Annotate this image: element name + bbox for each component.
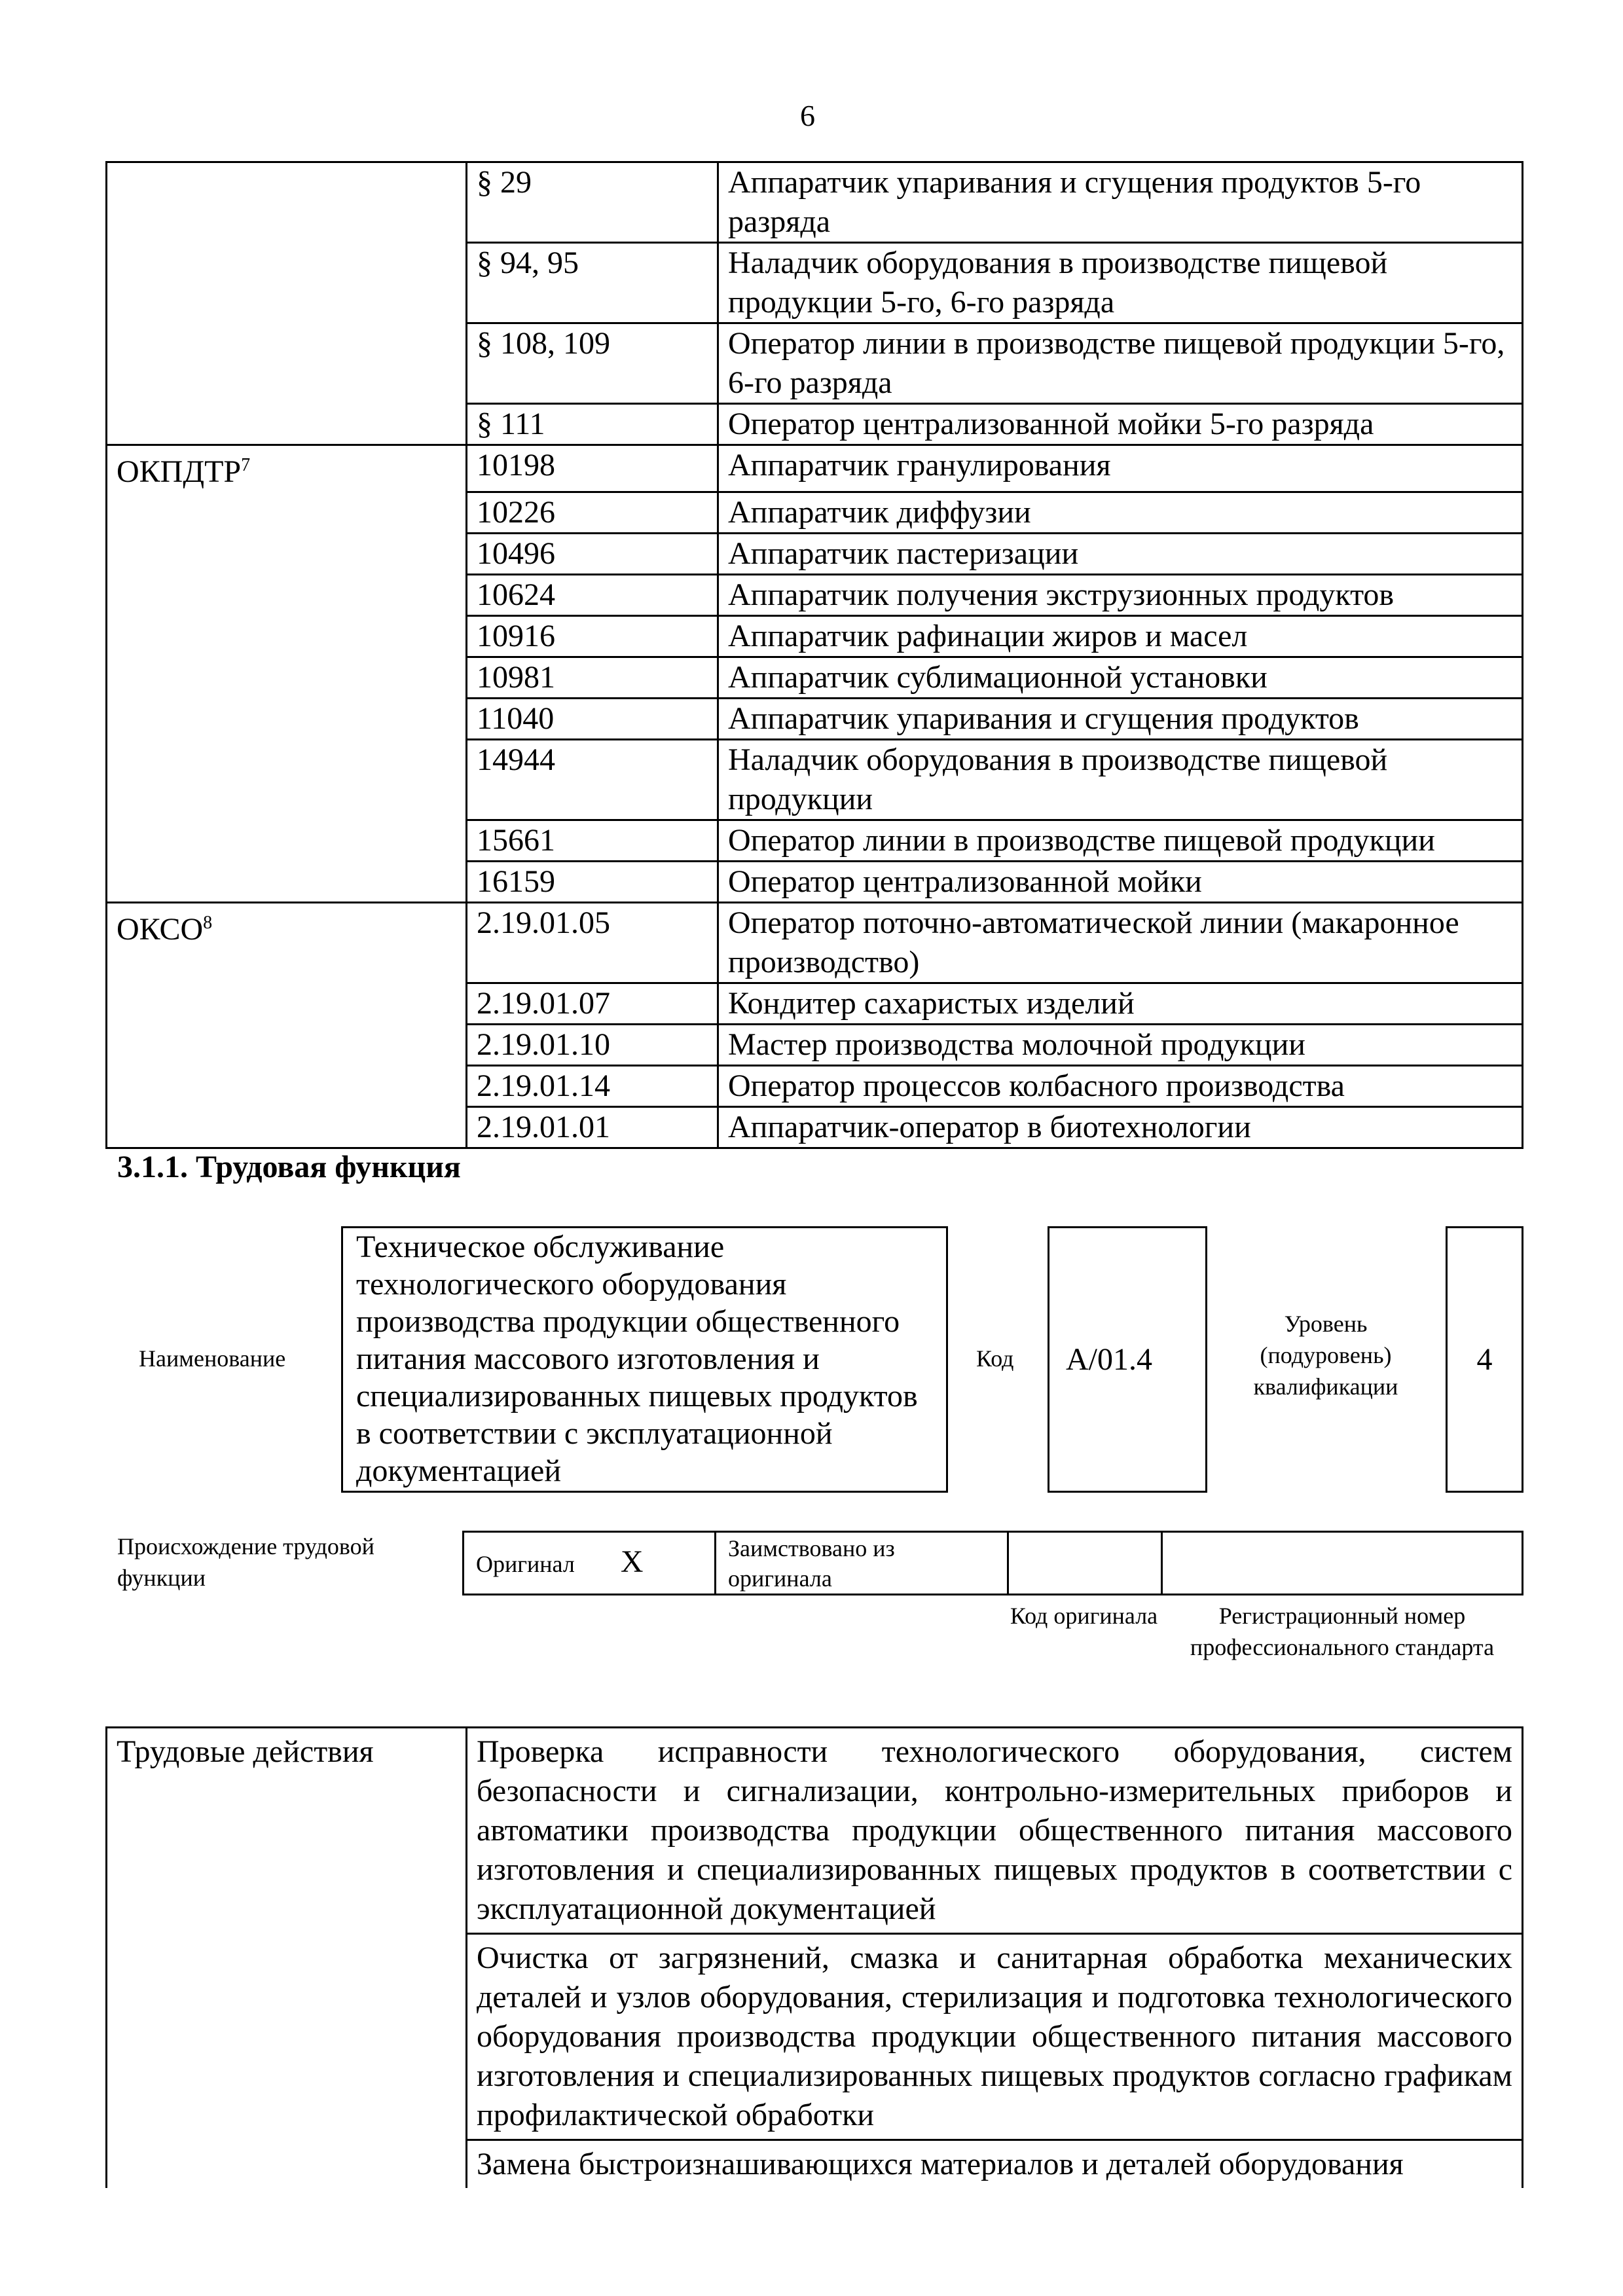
group-cell: [107, 820, 467, 861]
table-row: [107, 243, 1523, 323]
code-cell: § 29: [467, 162, 718, 243]
title-cell: Кондитер сахаристых изделий: [718, 983, 1523, 1024]
original-label: Оригинал: [476, 1551, 575, 1577]
title-cell: Наладчик оборудования в производстве пищевой продукции: [718, 739, 1523, 820]
name-label: Наименование: [139, 1345, 286, 1372]
section-heading: 3.1.1. Трудовая функция: [117, 1150, 461, 1184]
title-cell: Аппаратчик получения экструзионных продуктов: [718, 574, 1523, 615]
table-row: [107, 861, 1523, 902]
table-row: [107, 533, 1523, 574]
group-cell: [107, 323, 467, 404]
table-row: [107, 820, 1523, 861]
level-label: Уровень (подуровень) квалификации: [1253, 1311, 1398, 1400]
code-cell: § 108, 109: [467, 323, 718, 404]
title-cell: Аппаратчик диффузии: [718, 492, 1523, 533]
labor-action: Замена быстроизнашивающихся материалов и деталей оборудования: [467, 2140, 1523, 2189]
code-cell: 10226: [467, 492, 718, 533]
table-row: [107, 445, 1523, 492]
code-caption: Код оригинала: [1010, 1603, 1158, 1629]
group-cell: [107, 445, 467, 492]
code-cell: 2.19.01.01: [467, 1106, 718, 1148]
group-cell: [107, 1065, 467, 1106]
title-cell: Оператор процессов колбасного производства: [718, 1065, 1523, 1106]
title-cell: Аппаратчик пастеризации: [718, 533, 1523, 574]
code-cell: 10198: [467, 445, 718, 492]
labor-action: Очистка от загрязнений, смазка и санитарная обработка механических деталей и узлов оборудования, стерилизация и подготовка технологического оборудования производства продукции общественного питания массового изготовления и специализированных пищевых продуктов согласно графикам профилактической обработки: [467, 1934, 1523, 2140]
title-cell: Аппаратчик сублимационной установки: [718, 657, 1523, 698]
code-cell: 16159: [467, 861, 718, 902]
title-cell: Оператор централизованной мойки: [718, 861, 1523, 902]
title-cell: Аппаратчик упаривания и сгущения продуктов: [718, 698, 1523, 739]
group-cell: [107, 404, 467, 445]
original-mark: X: [620, 1544, 644, 1579]
group-cell: [107, 861, 467, 902]
code-cell: 11040: [467, 698, 718, 739]
table-row: [107, 162, 1523, 243]
group-cell: [107, 615, 467, 657]
group-cell: [107, 574, 467, 615]
table-row: [107, 492, 1523, 533]
group-cell: [107, 698, 467, 739]
function-code: А/01.4: [1048, 1226, 1207, 1493]
code-cell: 10624: [467, 574, 718, 615]
labor-action: Проверка исправности технологического оборудования, систем безопасности и сигнализации, контрольно-измерительных приборов и автоматики производства продукции общественного питания массового изготовления и специализированных пищевых продуктов в соответствии с эксплуатационной документацией: [467, 1728, 1523, 1934]
group-name: ОКСО: [117, 911, 204, 947]
table-row: [107, 698, 1523, 739]
origin-table: [462, 1531, 1523, 1595]
table-row: [107, 1106, 1523, 1148]
group-cell: [107, 739, 467, 820]
code-label: Код: [976, 1345, 1014, 1372]
title-cell: Аппаратчик рафинации жиров и масел: [718, 615, 1523, 657]
table-row: [107, 657, 1523, 698]
code-cell: 10981: [467, 657, 718, 698]
code-cell: 10916: [467, 615, 718, 657]
table-row: [107, 1065, 1523, 1106]
title-cell: Оператор поточно-автоматической линии (макаронное производство): [718, 902, 1523, 983]
title-cell: Оператор линии в производстве пищевой продукции: [718, 820, 1523, 861]
group-cell: [107, 1106, 467, 1148]
group-cell: [107, 162, 467, 243]
group-cell: [107, 533, 467, 574]
qualification-level: 4: [1446, 1226, 1523, 1493]
code-cell: 2.19.01.05: [467, 902, 718, 983]
table-row: [107, 574, 1523, 615]
code-cell: 15661: [467, 820, 718, 861]
origin-label: Происхождение трудовой функции: [117, 1533, 374, 1591]
qualification-codes-table: [105, 161, 1523, 1149]
code-cell: § 94, 95: [467, 243, 718, 323]
table-row: [107, 983, 1523, 1024]
code-cell: 10496: [467, 533, 718, 574]
table-row: [107, 615, 1523, 657]
title-cell: Аппаратчик-оператор в биотехнологии: [718, 1106, 1523, 1148]
title-cell: Аппаратчик гранулирования: [718, 445, 1523, 492]
title-cell: Аппаратчик упаривания и сгущения продуктов 5-го разряда: [718, 162, 1523, 243]
title-cell: Мастер производства молочной продукции: [718, 1024, 1523, 1065]
code-cell: 2.19.01.14: [467, 1065, 718, 1106]
table-row: [107, 1024, 1523, 1065]
group-name: ОКПДТР: [117, 454, 242, 489]
footnote-ref: 7: [241, 455, 251, 475]
labor-actions-table: [105, 1726, 1523, 2188]
title-cell: Оператор линии в производстве пищевой продукции 5-го, 6-го разряда: [718, 323, 1523, 404]
original-code-cell: [1008, 1532, 1162, 1595]
group-cell: [107, 243, 467, 323]
group-cell: [107, 492, 467, 533]
table-row: [107, 323, 1523, 404]
group-cell: [107, 1024, 467, 1065]
code-cell: 14944: [467, 739, 718, 820]
reg-caption: Регистрационный номер профессионального стандарта: [1190, 1603, 1495, 1660]
group-cell: [107, 983, 467, 1024]
function-name: Техническое обслуживание технологического оборудования производства продукции общественного питания массового изготовления и специализированных пищевых продуктов в соответствии с эксплуатационной документацией: [341, 1226, 948, 1493]
group-cell: [107, 902, 467, 983]
table-row: [107, 404, 1523, 445]
actions-label: Трудовые действия: [107, 1728, 467, 2189]
group-cell: [107, 657, 467, 698]
table-row: [107, 739, 1523, 820]
code-cell: 2.19.01.10: [467, 1024, 718, 1065]
code-cell: § 111: [467, 404, 718, 445]
code-cell: 2.19.01.07: [467, 983, 718, 1024]
reg-number-cell: [1162, 1532, 1523, 1595]
title-cell: Оператор централизованной мойки 5-го разряда: [718, 404, 1523, 445]
borrowed-label: Заимствовано из оригинала: [716, 1532, 1008, 1595]
title-cell: Наладчик оборудования в производстве пищевой продукции 5-го, 6-го разряда: [718, 243, 1523, 323]
footnote-ref: 8: [203, 912, 213, 933]
table-row: [107, 1728, 1523, 1934]
page-number: 6: [800, 99, 815, 132]
table-row: [107, 902, 1523, 983]
